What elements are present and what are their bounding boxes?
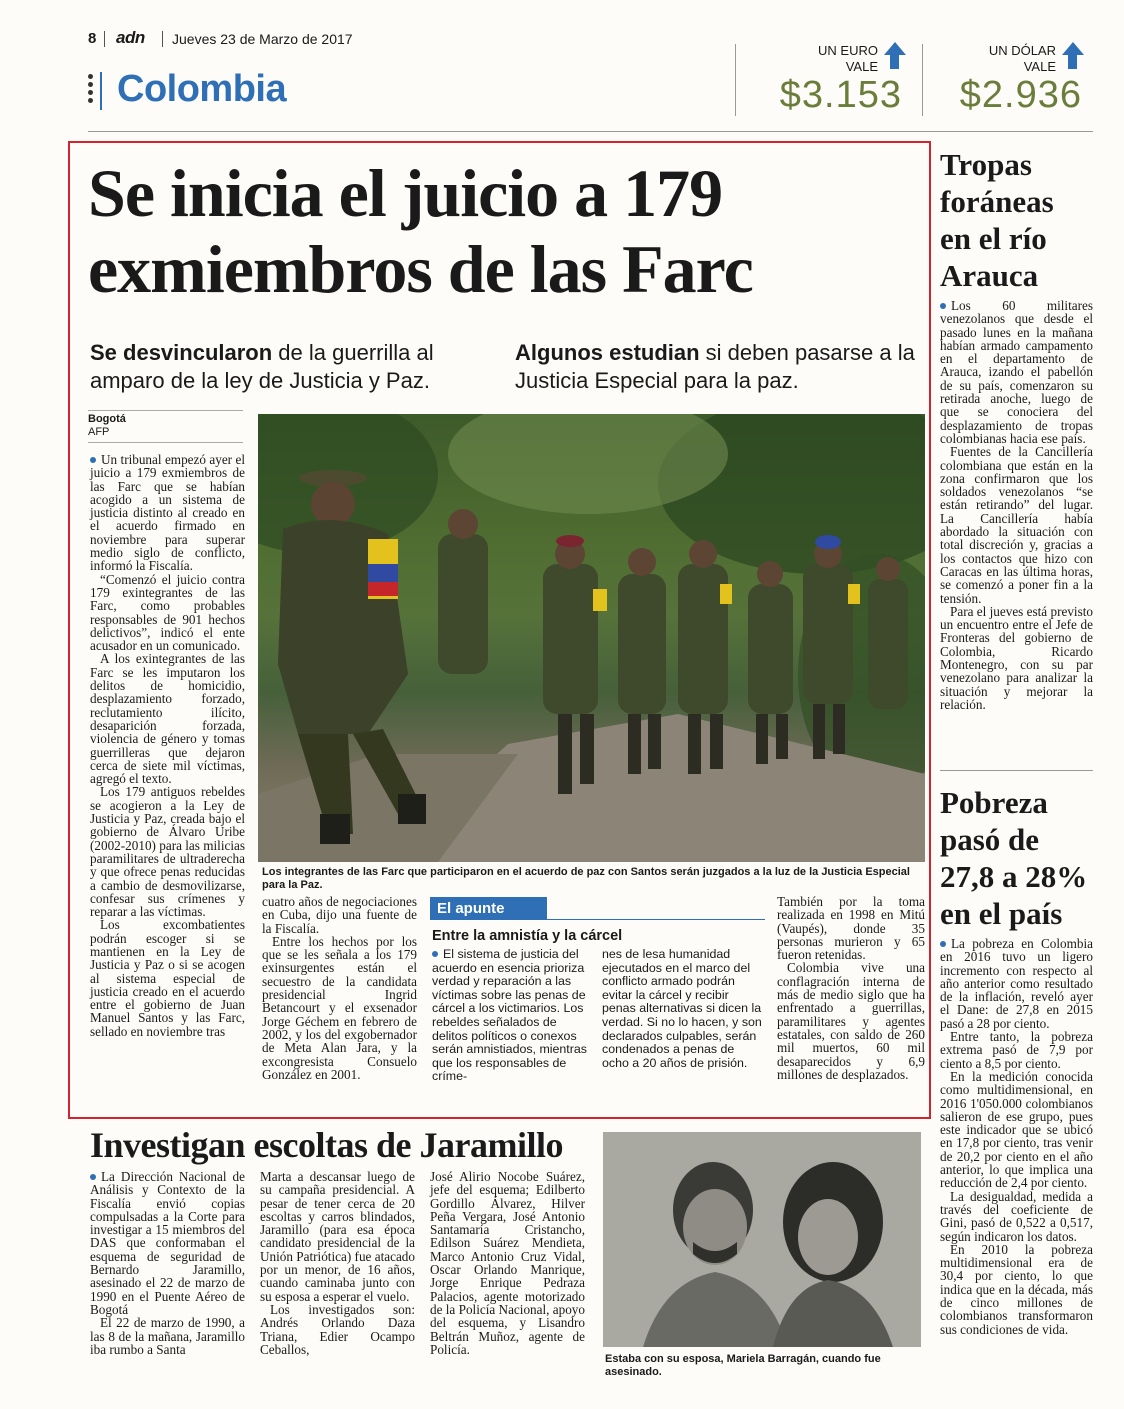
- main-column-1: [90, 453, 245, 1038]
- brand-label: adn: [116, 28, 145, 47]
- apunte-title: Entre la amnistía y la cárcel: [432, 928, 623, 944]
- deck-right-bold: Algunos estudian: [515, 340, 700, 365]
- bottom-col3-p1: José Alirio Nocobe Suárez, jefe del esquema; Edilberto Gordillo Álvarez, Hilver Peña Vergara, José Antonio Santamaría Cristancho, Edilson Suárez Mendieta, Marco Antonio Cruz Vidal, Oscar Orlando Manrique, Jorge Enrique Pedraza Palacios, agente motorizado de la Policía Nacional, apoyo del esquema, y Lisandro Beltrán Muñoz, agente de Policía.: [430, 1169, 585, 1357]
- main-headline-line-2: exmiembros de las Farc: [88, 231, 753, 307]
- header-divider: [104, 31, 105, 47]
- deck-left-bold: Se desvincularon: [90, 340, 273, 365]
- currency-euro-value: $3.153: [779, 74, 902, 116]
- apunte-col-a: [432, 948, 590, 1084]
- main-headline-line-1: Se inicia el juicio a 179: [88, 155, 723, 231]
- apunte-rule: [547, 919, 765, 920]
- main-col1-p3: A los exintegrantes de las Farc se les imputaron los delitos de homicidio, desplazamiento forzado, reclutamiento ilícito, desaparición forzada, violencia de género y tomas guerrilleras que dejaron cerca de siete mil víctimas, agregó el texto.: [90, 651, 245, 787]
- header-divider-2: [162, 31, 163, 47]
- bullet-icon: [940, 303, 946, 309]
- main-column-2: [262, 895, 417, 1081]
- bottom-col2-p2: Los investigados son: Andrés Orlando Daza Triana, Edier Ocampo Ceballos,: [260, 1301, 415, 1357]
- main-col1-p5: Los excombatientes podrán escoger si se mantienen en la Ley de Justicia y Paz o si se acogen al sistema especial de justicia creado en el acuerdo entre el gobierno de Juan Manuel Santos y las Farc, sellado en noviembre tras: [90, 917, 245, 1039]
- bottom-column-1: [90, 1170, 245, 1356]
- currency-euro-label-1: UN EURO: [818, 43, 878, 58]
- bottom-column-3: [430, 1170, 585, 1356]
- bullet-icon: [90, 1174, 96, 1180]
- currency-euro: [760, 40, 910, 118]
- section-dots: [88, 74, 94, 103]
- dateline-agency: AFP: [88, 426, 110, 438]
- side2-body: [940, 937, 1093, 1336]
- deck-left-text: de la guerrilla al amparo de la ley de Justicia y Paz.: [90, 340, 434, 393]
- currency-euro-label-2: VALE: [845, 59, 878, 74]
- bottom-col1-p1: La Dirección Nacional de Análisis y Contexto de la Fiscalía envió copias compulsadas a la Corte para investigar a 15 miembros del DAS que conformaban el esquema de seguridad de Bernardo Jaramillo, asesinado el 22 de marzo de 1990 en el Puente Aéreo de Bogotá: [90, 1169, 245, 1317]
- currency-dollar-label-2: VALE: [1023, 59, 1056, 74]
- issue-date: Jueves 23 de Marzo de 2017: [172, 31, 353, 47]
- section-bar: [100, 72, 102, 110]
- side2-p5: En 2010 la pobreza multidimensional era de 30,4 por ciento, lo que indica que en la década, más de cinco millones de colombianos transformaron sus condiciones de vida.: [940, 1241, 1093, 1337]
- currency-dollar-label-1: UN DÓLAR: [988, 43, 1056, 58]
- deck-left: [90, 339, 500, 395]
- page-number: 8: [88, 30, 97, 47]
- bottom-photo-caption: Estaba con su esposa, Mariela Barragán, cuando fue asesinado.: [605, 1353, 881, 1378]
- main-headline: [88, 155, 928, 307]
- side1-body: [940, 299, 1093, 711]
- apunte-col-b: [602, 948, 762, 1070]
- main-col1-p4: Los 179 antiguos rebeldes se acogieron a la Ley de Justicia y Paz, creada bajo el gobierno de Álvaro Uribe (2002-2010) para las milicias paramilitares de ultraderecha y que ofrece penas reducidas a cambio de desmovilizarse, confesar sus crímenes y reparar a las víctimas.: [90, 784, 245, 920]
- brand-logo: [116, 28, 145, 48]
- bottom-column-2: [260, 1170, 415, 1356]
- currency-divider-1: [735, 44, 736, 116]
- bottom-headline: Investigan escoltas de Jaramillo: [90, 1125, 563, 1165]
- bullet-icon: [432, 951, 438, 957]
- currency-divider-2: [922, 44, 923, 116]
- currency-dollar: [940, 40, 1090, 118]
- side1-p2: Fuentes de la Cancillería colombiana que están en la zona confirmaron que los soldados venezolanos “se están retirando” del lugar. La Cancillería había abordado la situación con total discreción y, gracias a los contactos que hizo con Caracas en las última horas, se comenzó a poner fin a la tensión.: [940, 444, 1093, 606]
- dateline: [88, 413, 126, 439]
- header-rule: [88, 131, 1093, 132]
- apunte-text-a: El sistema de justicia del acuerdo en esencia prioriza verdad y reparación a las víctimas sobre las penas de cárcel a los victimarios. Los rebeldes señalados de delitos políticos o conexos serán amnistiados, mientras que los responsables de críme-: [432, 947, 587, 1084]
- side1-p3: Para el jueves está previsto un encuentro entre el Jefe de Fronteras del gobierno de Colombia, Ricardo Montenegro, con su par venezolano para analizar la situación y mejorar la relación.: [940, 603, 1093, 712]
- currency-dollar-value: $2.936: [959, 74, 1082, 116]
- jaramillo-photo: [603, 1132, 921, 1347]
- photo-illustration: [258, 414, 925, 862]
- photo-caption: Los integrantes de las Farc que participaron en el acuerdo de paz con Santos serán juzgados a la luz de la Justicia Especial para la Paz.: [262, 866, 910, 891]
- farc-photo: [258, 414, 925, 862]
- dateline-rule-2: [88, 442, 243, 443]
- main-col2-p1: cuatro años de negociaciones en Cuba, dijo una fuente de la Fiscalía.: [262, 894, 417, 936]
- dateline-rule: [88, 410, 243, 411]
- side2-p1: La pobreza en Colombia en 2016 tuvo un ligero incremento con respecto al año anterior como resultado de la inflación, reveló ayer el Dane: de 27,8 en 2015 pasó a 28 por ciento.: [940, 936, 1093, 1031]
- bottom-col2-p1: Marta a descansar luego de su campaña presidencial. A pesar de tener cerca de 20 escoltas y carros blindados, Jaramillo (para esa época candidato presidencial de la Unión Patriótica) fue atacado por un menor, de 16 años, cuando caminaba junto con su esposa a esperar el vuelo.: [260, 1169, 415, 1304]
- side2-p4: La desigualdad, medida a través del coeficiente de Gini, pasó de 0,522 a 0,517, según indicaron los datos.: [940, 1188, 1093, 1244]
- main-column-4: [777, 895, 925, 1081]
- apunte-box: [430, 897, 765, 1097]
- bullet-icon: [940, 941, 946, 947]
- side-divider: [940, 770, 1093, 771]
- side1-headline: Tropas foráneas en el río Arauca: [940, 147, 1054, 293]
- apunte-text-b: nes de lesa humanidad ejecutados en el marco del conflicto armado podrán evitar la cárcel y recibir penas alternativas si dicen la verdad. Si no lo hacen, y son declarados culpables, serán condenados a penas de ocho a 20 años de prisión.: [602, 947, 762, 1070]
- side1-p1: Los 60 militares venezolanos que desde el pasado lunes en la mañana habían armado campamento en el departamento de Arauca, izando el pabellón de su país, comenzaron su retirada anoche, luego de que se conociera del desplazamiento de tropas colombianas hacia ese país.: [940, 298, 1093, 446]
- main-col1-p2: “Comenzó el juicio contra 179 exintegrantes de las Farc, como probables responsables de 901 hechos delictivos”, indicó el ente acusador en un comunicado.: [90, 571, 245, 654]
- side2-headline: Pobreza pasó de 27,8 a 28% en el país: [940, 785, 1088, 931]
- apunte-tag: [430, 897, 547, 920]
- photo-illustration: [603, 1132, 921, 1347]
- deck-right: [515, 339, 925, 395]
- side2-p2: Entre tanto, la pobreza extrema pasó de 7,9 por ciento a 8,5 por ciento.: [940, 1029, 1093, 1071]
- section-title: Colombia: [117, 68, 287, 110]
- apunte-tag-label: El apunte: [437, 900, 505, 917]
- main-col1-p1: Un tribunal empezó ayer el juicio a 179 exmiembros de las Farc que se habían acogido a un sistema de justicia distinto al creado en el acuerdo firmado en noviembre para superar medio siglo de conflicto, informó la Fiscalía.: [90, 452, 245, 574]
- main-col2-p2: Entre los hechos por los que se les señala a los 179 exinsurgentes están el secuestro de la candidata presidencial Ingrid Betancourt y el exsenador Jorge Géchem en febrero de 2002, y los del exgobernador de Meta Alan Jara, y la excongresista Consuelo González en 2001.: [262, 933, 417, 1082]
- arrow-up-icon: [1062, 42, 1084, 69]
- main-col4-p1: También por la toma realizada en 1998 en Mitú (Vaupés), donde 35 personas murieron y 65 fueron retenidas.: [777, 894, 925, 963]
- main-col4-p2: Colombia vive una conflagración interna de más de medio siglo que ha enfrentado a guerrillas, paramilitares y agentes estatales, con saldo de 260 mil muertos, 60 mil desaparecidos y 6,9 millones de desplazados.: [777, 960, 925, 1082]
- bullet-icon: [90, 457, 96, 463]
- deck-right-text: si deben pasarse a la Justicia Especial para la paz.: [515, 340, 915, 393]
- bottom-col1-p2: El 22 de marzo de 1990, a las 8 de la mañana, Jaramillo iba rumbo a Santa: [90, 1315, 245, 1357]
- arrow-up-icon: [884, 42, 906, 69]
- dateline-city: Bogotá: [88, 413, 126, 425]
- side2-p3: En la medición conocida como multidimensional, en 2016 1'050.000 colombianos salieron de ese grupo, pues este indicador que se ubicó en 17,8 por ciento, tras venir de 20,2 por ciento en el año anterior, lo que implica una reducción de 2,4 por ciento.: [940, 1068, 1093, 1191]
